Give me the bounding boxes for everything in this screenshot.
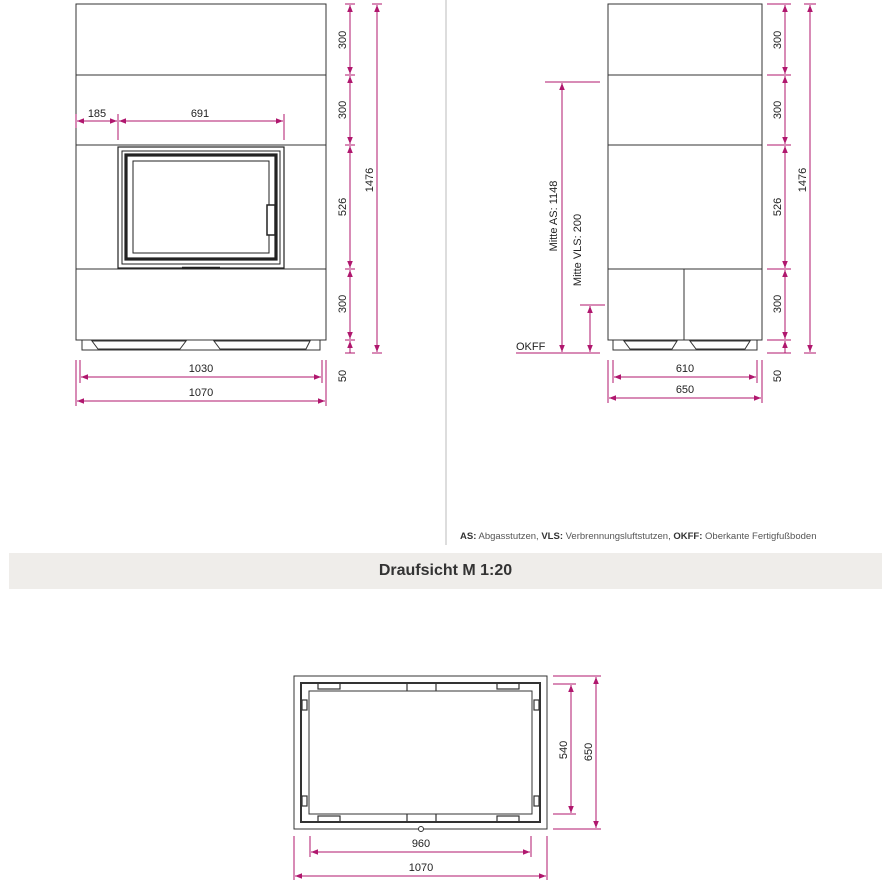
top-inner-width: 960 [411, 838, 431, 850]
front-height-1: 300 [337, 30, 349, 50]
legend-okff-text: Oberkante Fertigfußboden [702, 531, 817, 542]
section-header [9, 553, 882, 589]
fire-door [118, 147, 284, 268]
front-view [76, 4, 326, 350]
section-title: Draufsicht M 1:20 [378, 562, 513, 579]
top-outer-depth: 650 [583, 742, 595, 762]
side-outer-width: 650 [675, 384, 695, 396]
legend-okff-abbr: OKFF: [673, 531, 703, 542]
front-left-offset: 185 [87, 108, 107, 120]
side-body [608, 4, 762, 340]
door-handle [267, 205, 275, 235]
top-frame [301, 683, 540, 822]
front-door-width: 691 [190, 108, 210, 120]
top-view [294, 676, 547, 832]
side-height-3: 526 [772, 197, 784, 217]
front-outer-width: 1070 [188, 387, 214, 399]
legend-vls-abbr: VLS: [541, 531, 563, 542]
top-inner-depth: 540 [558, 740, 570, 760]
front-height-5: 50 [337, 369, 349, 383]
okff-label: OKFF [516, 341, 546, 353]
mitte-vls-label: Mitte VLS: 200 [572, 213, 584, 287]
top-dimensions [294, 676, 601, 880]
legend-vls-text: Verbrennungsluftstutzen, [562, 531, 674, 542]
side-height-2: 300 [772, 100, 784, 120]
front-body [76, 4, 326, 340]
side-height-5: 50 [772, 369, 784, 383]
side-total-height: 1476 [797, 167, 809, 193]
top-inner [309, 691, 532, 814]
front-height-2: 300 [337, 100, 349, 120]
abbreviation-legend [460, 531, 816, 542]
front-height-4: 300 [337, 294, 349, 314]
side-height-1: 300 [772, 30, 784, 50]
side-dimensions [516, 4, 816, 403]
top-outer [294, 676, 547, 829]
front-height-3: 526 [337, 197, 349, 217]
side-inner-width: 610 [675, 363, 695, 375]
legend-as-abbr: AS: [460, 531, 477, 542]
side-view [608, 4, 762, 350]
top-outer-width: 1070 [408, 862, 434, 874]
front-dimension-labels [88, 31, 376, 399]
front-total-height: 1476 [364, 167, 376, 193]
side-height-4: 300 [772, 294, 784, 314]
front-inner-width: 1030 [188, 363, 214, 375]
mitte-as-label: Mitte AS: 1148 [548, 180, 560, 252]
top-dimension-labels [409, 741, 595, 874]
legend-as-text: Abgasstutzen, [476, 531, 542, 542]
